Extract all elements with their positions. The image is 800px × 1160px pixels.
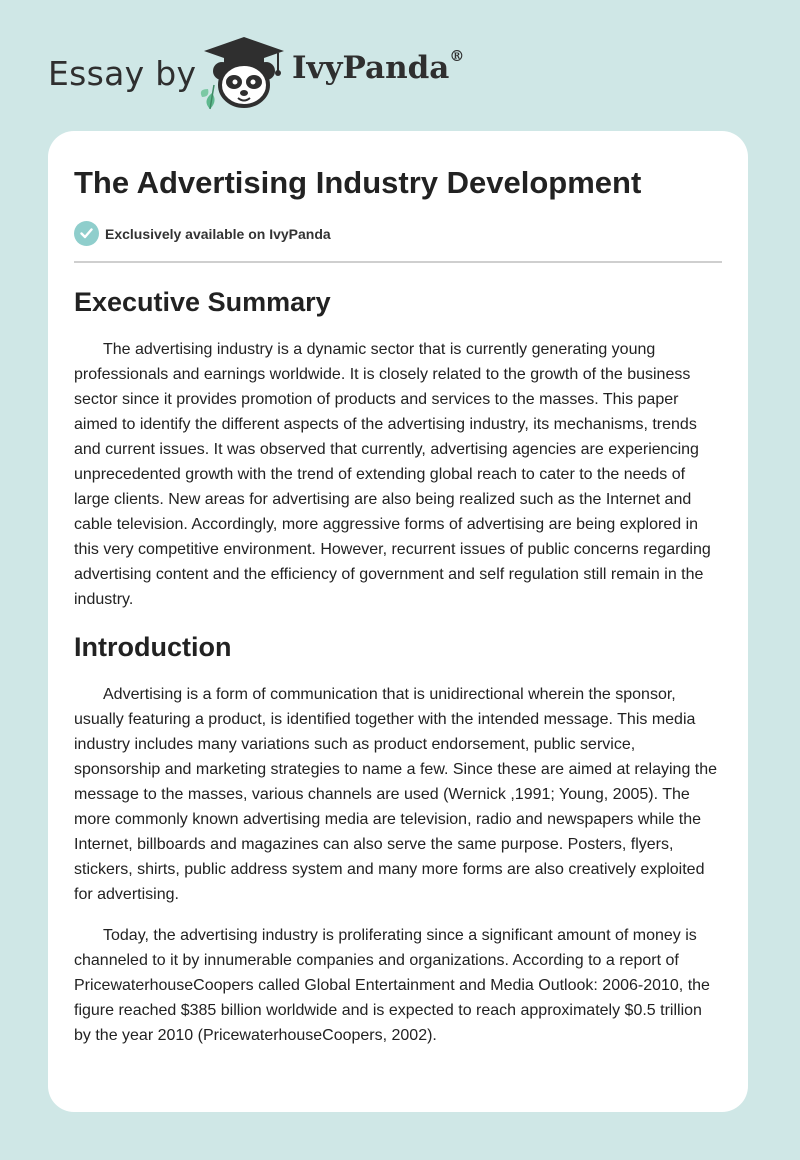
check-icon [74, 221, 99, 246]
paragraph: Today, the advertising industry is proliferating since a significant amount of money is channeled to it by innumerable companies and organizations. According to a report of PricewaterhouseCoopers called Global Entertainment and Media Outlook: 2006-2010, the figure reached $385 billion worldwide and is expected to reach approximately $0.5 trillion by the year 2010 (PricewaterhouseCoopers, 2002). [74, 927, 710, 1044]
essay-title: The Advertising Industry Development [74, 165, 642, 200]
essay-body [74, 281, 722, 1048]
brand-prefix: Essay by [48, 54, 197, 93]
paragraph: Advertising is a form of communication that is unidirectional wherein the sponsor, usually featuring a product, is identified together with the intended message. This media industry includes many variations such as product endorsement, public service, sponsorship and marketing strategies to name a few. Since these are aimed at relaying the message to the masses, various channels are used (Wernick ,1991; Young, 2005). The more commonly known advertising media are television, radio and newspapers while the Internet, billboards and magazines can also serve the same purpose. Posters, flyers, stickers, shirts, public address system and many more forms are also creatively exploited for advertising. [74, 686, 718, 903]
section-executive-summary [74, 287, 722, 612]
section-introduction [74, 632, 722, 1048]
brand-name[interactable]: IvyPanda® [292, 46, 465, 86]
paragraph: The advertising industry is a dynamic sector that is currently generating young professionals and earnings worldwide. It is closely related to the growth of the business sector since it provides promotion of products and services to the masses. This paper aimed to identify the different aspects of the advertising industry, its mechanisms, trends and current issues. It was observed that currently, advertising agencies are experiencing unprecedented growth with the trend of extending global reach to cater to the needs of large clients. New areas for advertising are also being realized such as the Internet and cable television. Accordingly, more aggressive forms of advertising are being explored in this very competitive environment. However, recurrent issues of public concerns regarding advertising content and the efficiency of government and self regulation still remain in the industry. [74, 341, 711, 608]
exclusive-badge [74, 221, 331, 246]
site-header [48, 30, 548, 110]
section-heading: Executive Summary [74, 287, 331, 317]
registered-mark: ® [449, 46, 465, 65]
essay-card [48, 131, 748, 1112]
exclusive-badge-label: Exclusively available on IvyPanda [105, 225, 331, 242]
section-heading: Introduction [74, 632, 232, 662]
title-divider [74, 261, 722, 263]
panda-logo-icon[interactable] [200, 35, 288, 116]
